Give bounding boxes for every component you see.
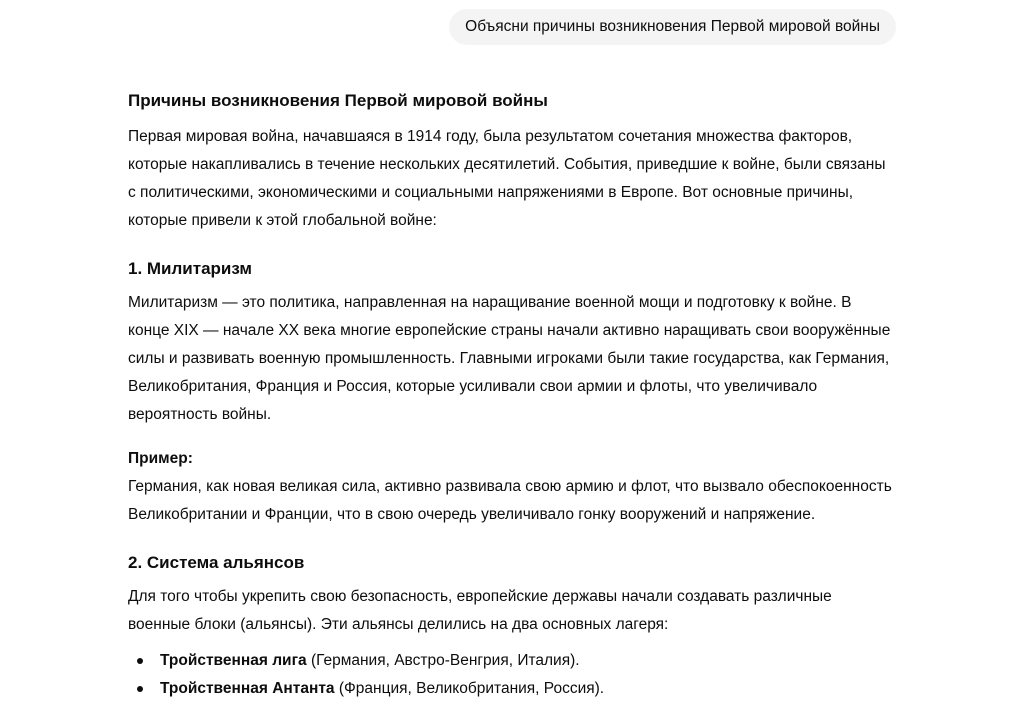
bullet-icon <box>137 686 143 692</box>
alliances-list <box>128 647 893 703</box>
list-item <box>128 675 893 703</box>
alliance-name: Тройственная лига <box>160 652 307 669</box>
alliance-members: (Франция, Великобритания, Россия). <box>334 680 605 697</box>
example-label: Пример: <box>128 450 193 467</box>
assistant-answer <box>128 88 893 703</box>
section-heading-militarism: 1. Милитаризм <box>128 259 252 278</box>
intro-paragraph: Первая мировая война, начавшаяся в 1914 году, была результатом сочетания множества факторов, которые накапливались в течение нескольких десятилетий. События, приведшие к войне, были связаны с политическими, экономическими и социальными напряжениями в Европе. Вот основные причины, которые привели к этой глобальной войне: <box>128 128 886 229</box>
alliance-members: (Германия, Австро-Венгрия, Италия). <box>306 652 580 669</box>
example-text: Германия, как новая великая сила, активно развивала свою армию и флот, что вызвало обеспокоенность Великобритании и Франции, что в свою очередь увеличивало гонку вооружений и напряжение. <box>128 478 892 523</box>
alliances-paragraph: Для того чтобы укрепить свою безопасность, европейские державы начали создавать различные военные блоки (альянсы). Эти альянсы делились на два основных лагеря: <box>128 588 832 633</box>
example-block <box>128 445 893 529</box>
answer-title: Причины возникновения Первой мировой войны <box>128 91 548 110</box>
alliance-name: Тройственная Антанта <box>160 680 335 697</box>
list-item <box>128 647 893 675</box>
user-message-bubble: Объясни причины возникновения Первой мировой войны <box>449 9 896 45</box>
section-heading-alliances: 2. Система альянсов <box>128 553 305 572</box>
militarism-paragraph: Милитаризм — это политика, направленная на наращивание военной мощи и подготовку к войне. В конце XIX — начале XX века многие европейские страны начали активно наращивать свои вооружённые силы и развивать военную промышленность. Главными игроками были такие государства, как Германия, Великобритания, Франция и Россия, которые усиливали свои армии и флоты, что увеличивало вероятность войны. <box>128 294 891 423</box>
bullet-icon <box>137 658 143 664</box>
